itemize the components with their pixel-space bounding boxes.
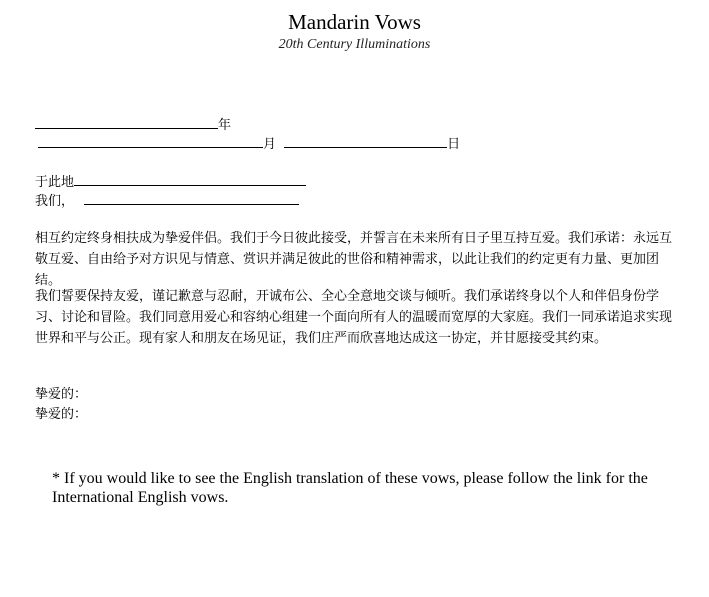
date-row	[38, 133, 460, 152]
year-label: 年	[218, 118, 232, 133]
month-blank[interactable]	[38, 134, 263, 148]
vow-paragraph-2: 我们誓要保持友爱，谨记歉意与忍耐，开诚布公、全心全意地交谈与倾听。我们承诺终身以个人和伴侣身份学习、讨论和冒险。我们同意用爱心和容纳心组建一个面向所有人的温暖而宽厚的大家庭。我们一同承诺追求实现世界和平与公正。现有家人和朋友在场见证，我们庄严而欣喜地达成这一协定，并甘愿接受其约束。	[35, 289, 673, 346]
document-subtitle: 20th Century Illuminations	[278, 37, 431, 52]
year-row	[35, 114, 231, 133]
names-row	[35, 190, 299, 209]
place-label: 于此地	[35, 175, 75, 190]
year-blank[interactable]	[35, 115, 218, 129]
names-blank[interactable]	[84, 191, 299, 205]
day-blank[interactable]	[284, 134, 447, 148]
place-row	[35, 171, 306, 190]
names-label: 我们，	[35, 194, 75, 209]
vow-paragraph-1: 相互约定终身相扶成为挚爱伴侣。我们于今日彼此接受，并誓言在未来所有日子里互持互爱。我们承诺：永远互敬互爱、自由给予对方识见与情意、赏识并满足彼此的世俗和精神需求，以此让我们的约定更有力量、更加团结。	[35, 231, 673, 288]
signature-line-1: 挚爱的：	[35, 387, 88, 402]
english-translation-note[interactable]: * If you would like to see the English translation of these vows, please follow the link for the International English vows.	[52, 470, 648, 506]
month-label: 月	[263, 137, 277, 152]
document-title: Mandarin Vows	[288, 10, 421, 34]
place-blank[interactable]	[74, 172, 306, 186]
signature-line-2: 挚爱的：	[35, 407, 88, 422]
day-label: 日	[447, 137, 461, 152]
